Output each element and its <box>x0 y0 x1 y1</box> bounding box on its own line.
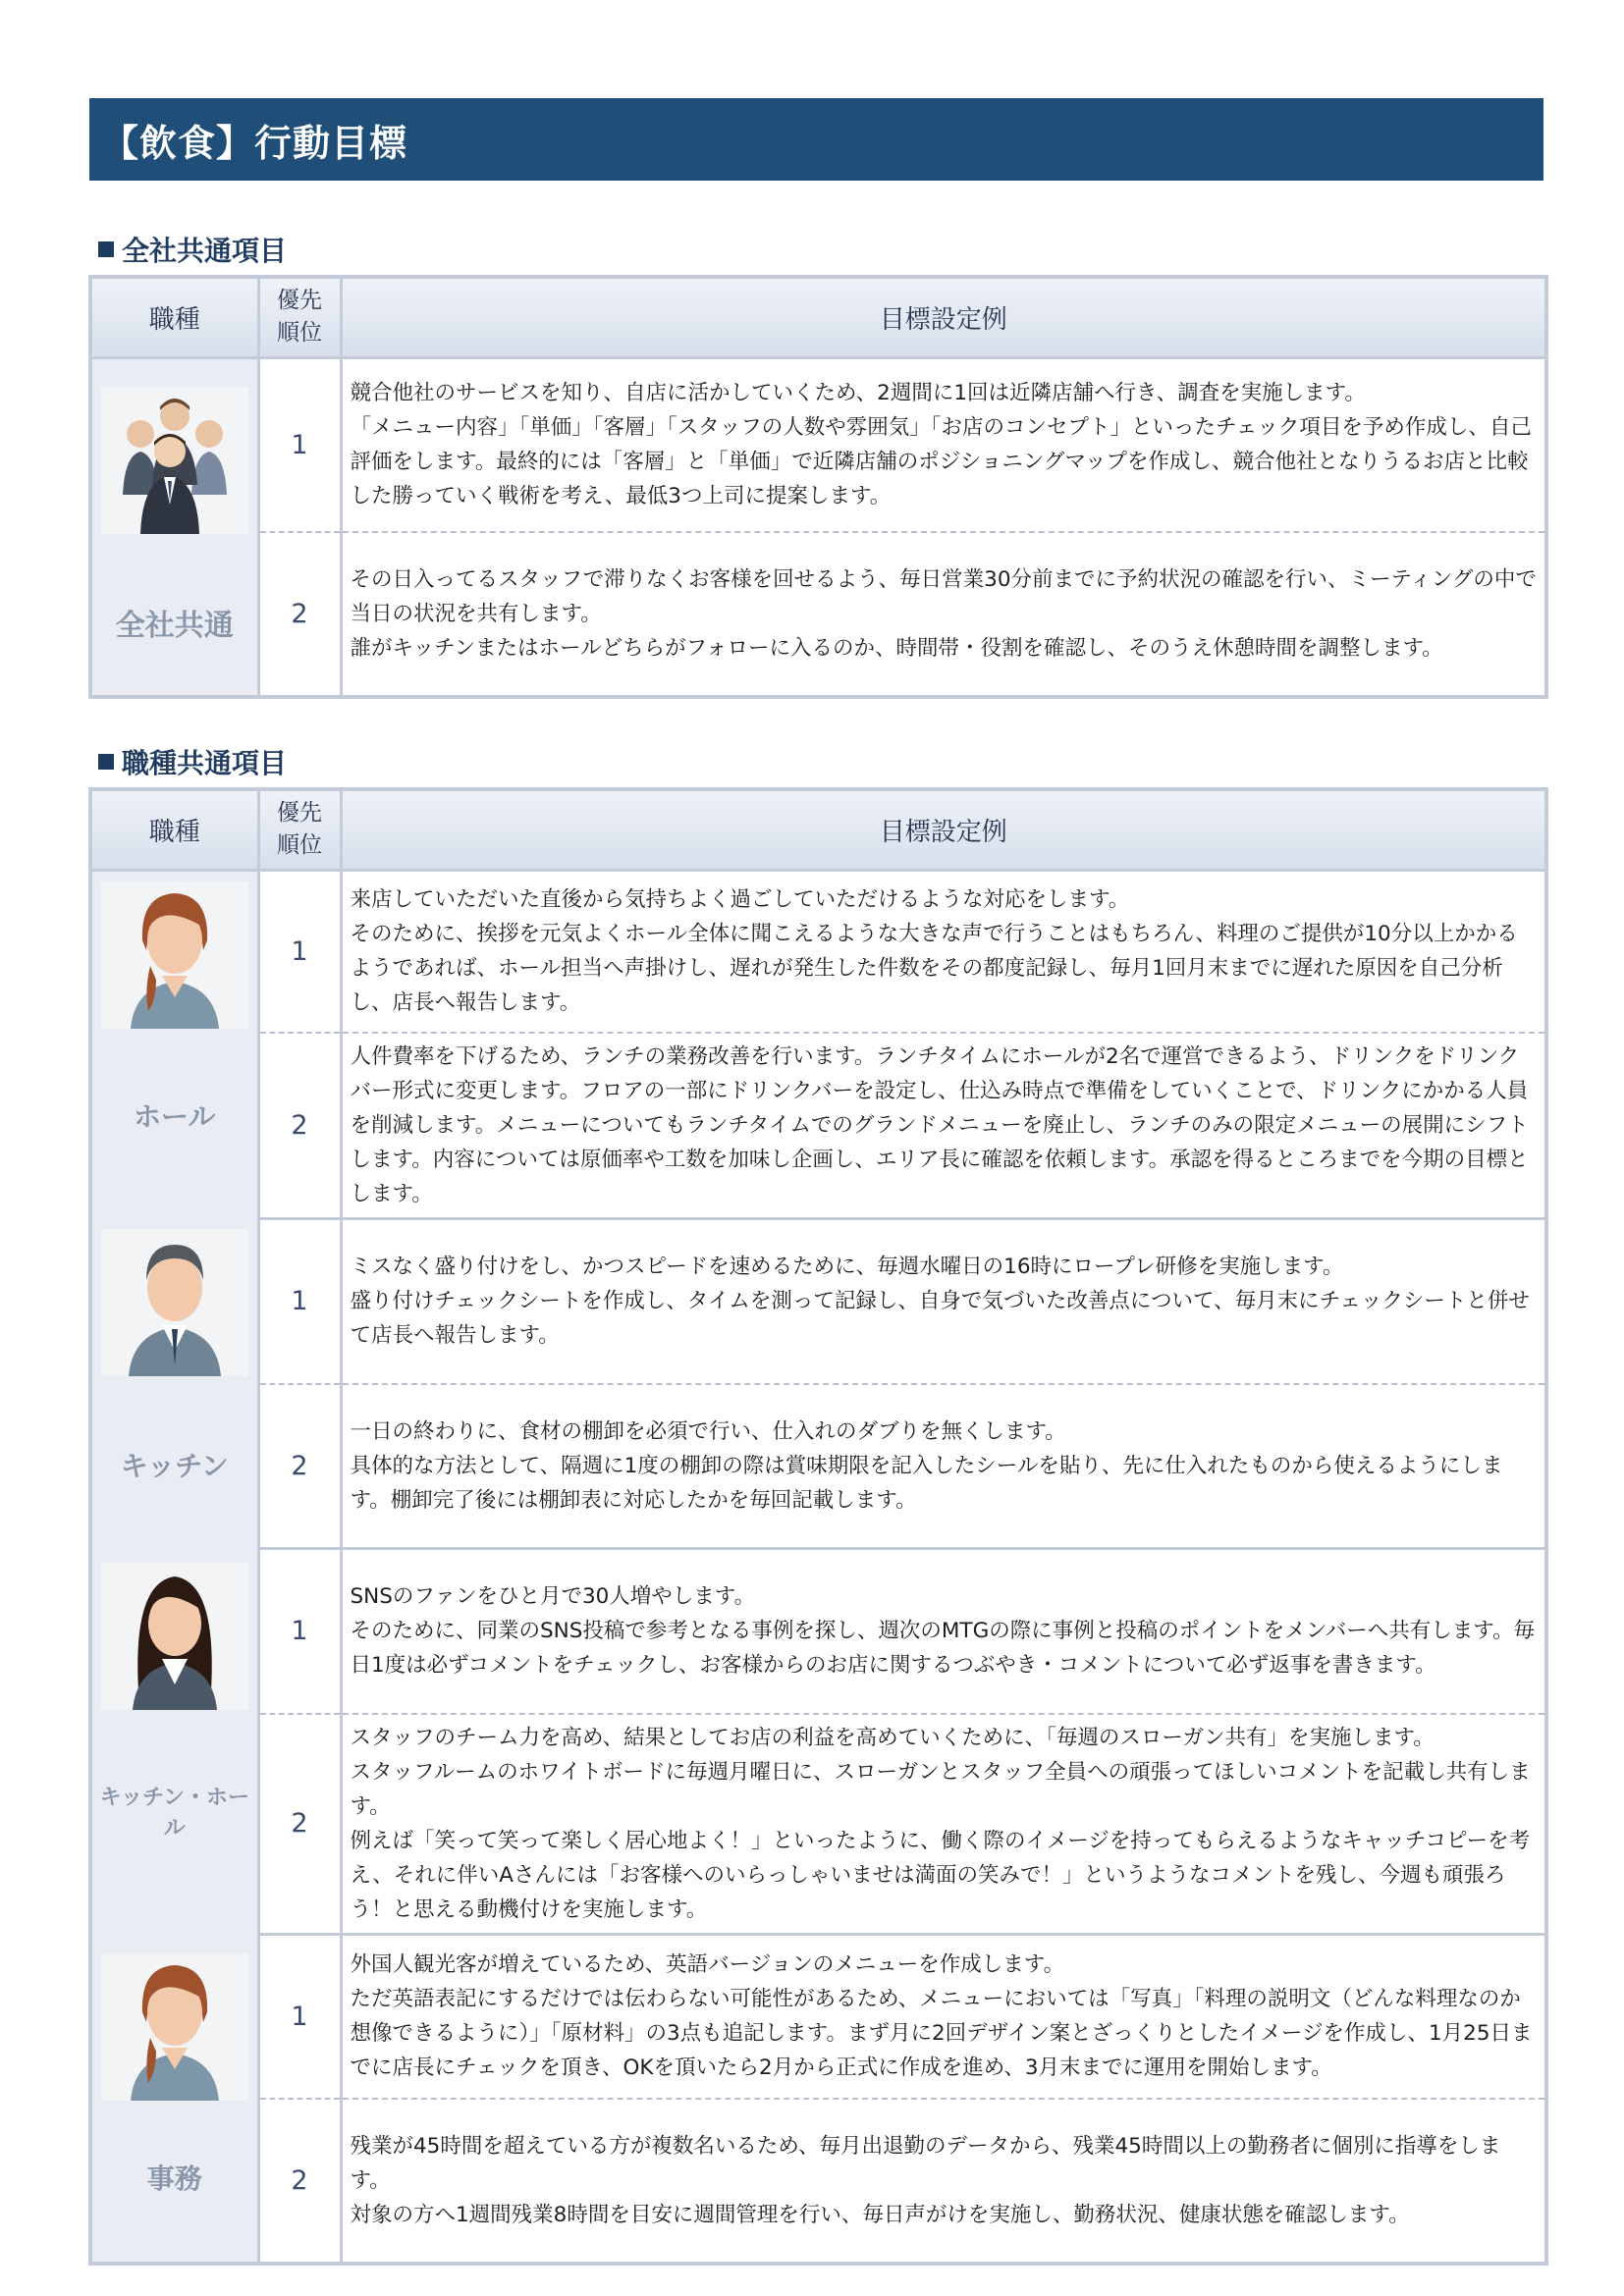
header-role: 職種 <box>90 789 258 870</box>
role-label: 全社共通 <box>115 608 234 643</box>
table-row <box>90 1549 1546 1714</box>
female-staff-braid-icon <box>101 881 248 1029</box>
table-row <box>90 357 1546 532</box>
table-row <box>90 2099 1546 2264</box>
male-staff-icon <box>101 1229 248 1376</box>
section-title-company: 全社共通項目 <box>98 230 287 269</box>
priority-number: 1 <box>258 1934 341 2099</box>
priority-number: 2 <box>258 532 341 697</box>
goal-text: スタッフのチーム力を高め、結果としてお店の利益を高めていくために、「毎週のスローガン共有」を実施します。 スタッフルームのホワイトボードに毎週月曜日に、スローガンとスタッフ全員への頑張ってほしいコメントを記載し共有します。 例えば「笑って笑って楽しく居心地よく！」といったように、働く際のイメージを持ってもらえるようなキャッチコピーを考え、それに伴いAさんには「お客様へのいらっしゃいませは満面の笑みで！」というようなコメントを残し、今週も頑張ろう！と思える動機付けを実施します。 <box>341 1714 1546 1935</box>
goal-text: 外国人観光客が増えているため、英語バージョンのメニューを作成します。 ただ英語表記にするだけでは伝わらない可能性があるため、メニューにおいては「写真」「料理の説明文（どんな料理なのか想像できるように）」「原材料」の3点も追記します。まず月に2回デザイン案とざっくりとしたイメージを作成し、1月25日までに店長にチェックを頂き、OKを頂いたら2月から正式に作成を進め、3月末までに運用を開始します。 <box>341 1934 1546 2099</box>
priority-number: 1 <box>258 357 341 532</box>
header-priority: 優先 順位 <box>258 277 341 357</box>
table-row <box>90 1033 1546 1219</box>
role-label: キッチン・ホール <box>99 1785 249 1841</box>
priority-number: 2 <box>258 2099 341 2264</box>
role-cell-hall <box>90 870 258 1219</box>
header-example: 目標設定例 <box>341 789 1546 870</box>
goal-text: SNSのファンをひと月で30人増やします。 そのために、同業のSNS投稿で参考となる事例を探し、週次のMTGの際に事例と投稿のポイントをメンバーへ共有します。毎日1度は必ずコメントをチェックし、お客様からのお店に関するつぶやき・コメントについて必ず返事を書きます。 <box>341 1549 1546 1714</box>
goal-text: 来店していただいた直後から気持ちよく過ごしていただけるような対応をします。 そのために、挨拶を元気よくホール全体に聞こえるような大きな声で行うことはもちろん、料理のご提供が10分以上かかるようであれば、ホール担当へ声掛けし、遅れが発生した件数をその都度記録し、毎月1回月末までに遅れた原因を自己分析し、店長へ報告します。 <box>341 870 1546 1033</box>
priority-number: 2 <box>258 1714 341 1935</box>
role-label: キッチン <box>120 1449 229 1482</box>
role-cell-kitchen <box>90 1219 258 1549</box>
square-bullet-icon <box>98 241 114 257</box>
table-row <box>90 1934 1546 2099</box>
goal-text: 残業が45時間を超えている方が複数名いるため、毎月出退勤のデータから、残業45時間以上の勤務者に個別に指導をします。 対象の方へ1週間残業8時間を目安に週間管理を行い、毎日声がけを実施し、勤務状況、健康状態を確認します。 <box>341 2099 1546 2264</box>
goal-text: 人件費率を下げるため、ランチの業務改善を行います。ランチタイムにホールが2名で運営できるよう、ドリンクをドリンクバー形式に変更します。フロアの一部にドリンクバーを設定し、仕込み時点で準備をしていくことで、ドリンクにかかる人員を削減します。メニューについてもランチタイムでのグランドメニューを廃止し、ランチのみの限定メニューの展開にシフトします。内容については原価率や工数を加味し企画し、エリア長に確認を依頼します。承認を得るところまでを今期の目標とします。 <box>341 1033 1546 1219</box>
priority-number: 2 <box>258 1033 341 1219</box>
jobtype-goals-table <box>88 787 1548 2266</box>
company-goals-table <box>88 275 1548 699</box>
goal-text: 一日の終わりに、食材の棚卸を必須で行い、仕入れのダブりを無くします。 具体的な方法として、隔週に1度の棚卸の際は賞味期限を記入したシールを貼り、先に仕入れたものから使えるようにします。棚卸完了後には棚卸表に対応したかを毎回記載します。 <box>341 1384 1546 1549</box>
table-row <box>90 1714 1546 1935</box>
header-priority: 優先 順位 <box>258 789 341 870</box>
table-row <box>90 1384 1546 1549</box>
table-row <box>90 532 1546 697</box>
female-staff-braid-icon <box>101 1953 248 2101</box>
page-title: 【飲食】行動目標 <box>89 98 1543 181</box>
role-label: 事務 <box>146 2163 202 2195</box>
header-example: 目標設定例 <box>341 277 1546 357</box>
table-row <box>90 1219 1546 1384</box>
goal-text: その日入ってるスタッフで滞りなくお客様を回せるよう、毎日営業30分前までに予約状況の確認を行い、ミーティングの中で当日の状況を共有します。 誰がキッチンまたはホールどちらがフォローに入るのか、時間帯・役割を確認し、そのうえ休憩時間を調整します。 <box>341 532 1546 697</box>
role-label: ホール <box>134 1099 216 1133</box>
priority-number: 1 <box>258 1549 341 1714</box>
priority-number: 1 <box>258 1219 341 1384</box>
group-people-icon <box>101 387 248 534</box>
goal-text: 競合他社のサービスを知り、自店に活かしていくため、2週間に1回は近隣店舗へ行き、調査を実施します。 「メニュー内容」「単価」「客層」「スタッフの人数や雰囲気」「お店のコンセプト」といったチェック項目を予め作成し、自己評価をします。最終的には「客層」と「単価」で近隣店舗のポジショニングマップを作成し、競合他社となりうるお店と比較した勝っていく戦術を考え、最低3つ上司に提案します。 <box>341 357 1546 532</box>
female-staff-long-hair-icon <box>101 1563 248 1710</box>
square-bullet-icon <box>98 754 114 770</box>
role-cell-kitchen-hall <box>90 1549 258 1935</box>
priority-number: 2 <box>258 1384 341 1549</box>
table-row <box>90 870 1546 1033</box>
priority-number: 1 <box>258 870 341 1033</box>
header-role: 職種 <box>90 277 258 357</box>
goal-text: ミスなく盛り付けをし、かつスピードを速めるために、毎週水曜日の16時にロープレ研修を実施します。 盛り付けチェックシートを作成し、タイムを測って記録し、自身で気づいた改善点について、毎月末にチェックシートと併せて店長へ報告します。 <box>341 1219 1546 1384</box>
section-title-jobtype: 職種共通項目 <box>98 742 287 781</box>
role-cell-company <box>90 357 258 697</box>
role-cell-office <box>90 1934 258 2264</box>
